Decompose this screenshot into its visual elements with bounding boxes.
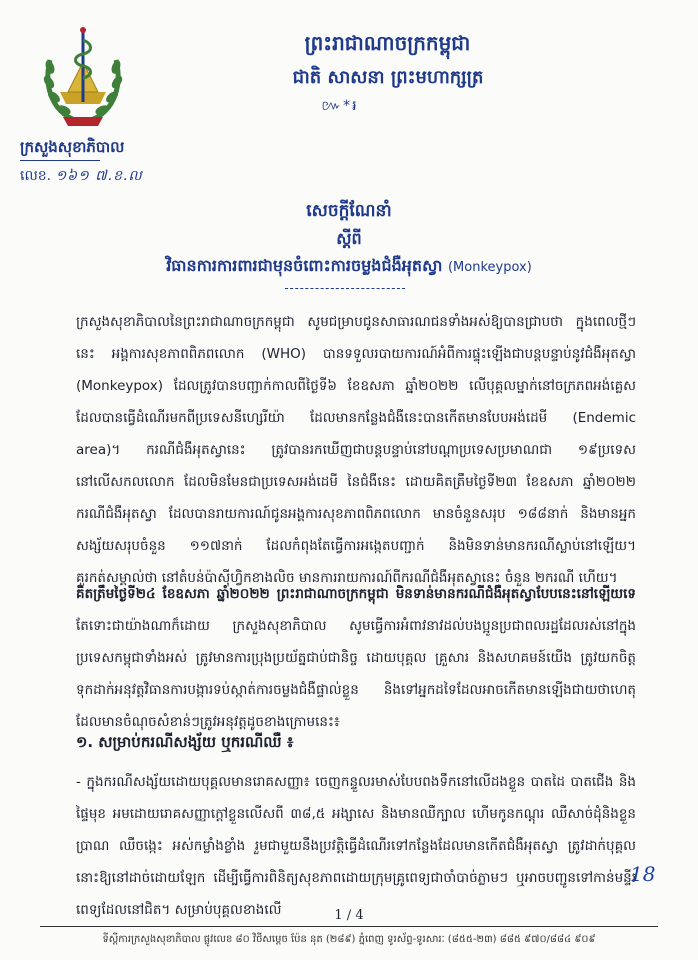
paragraph-intro: ក្រសួងសុខាភិបាលនៃព្រះរាជាណាចក្រកម្ពុជា សូមជម្រាបជូនសាធារណជនទាំងអស់ឱ្យបានជ្រាបថា ក្នុងពេលថ្មីៗនេះ អង្គការសុខភាពពិភពលោក (WHO) បានទទួលរបាយការណ៍អំពីការផ្ទុះឡើងជាបន្តបន្ទាប់នូវជំងឺអុតស្វា (Monkeypox) ដែលត្រូវបានបញ្ជាក់កាលពីថ្ងៃទី៦ ខែឧសភា ឆ្នាំ២០២២ លើបុគ្គលម្នាក់នៅចក្រភពអង់គ្លេសដែលបានធ្វើដំណើរមកពីប្រទេសនីហ្សេរីយ៉ា ដែលមានកន្លែងជំងឺនេះបានកើតមានបែបអង់ដេមី (Endemic area)។ ករណីជំងឺអុតស្វានេះ ត្រូវបានរកឃើញជាបន្តបន្ទាប់នៅបណ្ដាប្រទេសប្រមាណជា ១៩ប្រទេស នៅលើសកលលោក ដែលមិនមែនជាប្រទេសអង់ដេមី នៃជំងឺនេះ ដោយគិតត្រឹមថ្ងៃទី២៣ ខែឧសភា ឆ្នាំ២០២២ ករណីជំងឺអុតស្វា ដែលបានរាយការណ៍ជូនអង្គការសុខភាពពិភពលោក មានចំនួនសរុប ១៨៨នាក់ និងមានអ្នកសង្ស័យសរុបចំនួន ១១៧នាក់ ដែលកំពុងតែធ្វើការអង្កេតបញ្ជាក់ និងមិនទាន់មានករណីស្លាប់នៅឡើយ។ គួរកត់សម្គាល់ថា នៅតំបន់ប៉ាស៊ីហ្វិកខាងលិច មានការរាយការណ៍ពីករណីជំងឺអុតស្វានេះ ចំនួន ២ករណី ហើយ។ [76,314,636,586]
subject-khmer: វិធានការការពារជាមុនចំពោះការចម្លងជំងឺអុតស្វា [166,256,443,275]
document-subject [0,255,698,279]
document-type-title: សេចក្ដីណែនាំ [306,201,392,221]
ministry-emblem-logo [38,22,128,132]
letter-number: ១៦១ ៧.ខ.ល [55,168,143,184]
title-dashed-rule [285,288,405,289]
page-number: 1 / 4 [334,908,364,923]
national-motto: ជាតិ សាសនា ព្រះមហាក្សត្រ [292,67,484,88]
ministry-name: ក្រសួងសុខាភិបាល [20,138,125,156]
handwritten-note: 18 [630,862,656,886]
cambodia-status-bold: គិតត្រឹមថ្ងៃទី២៤ ខែឧសភា ឆ្នាំ២០២២ ព្រះរាជាណាចក្រកម្ពុជា មិនទាន់មានករណីជំងឺអុតស្វាបែបនេះនៅឡើយទេ [76,586,636,602]
ministry-underline [20,160,100,161]
section-heading-suspected-cases: ១. សម្រាប់ករណីសង្ស័យ ឬករណីឈឺ ៖ [76,733,294,751]
footer-address: ទីស្តីការក្រសួងសុខាភិបាល ផ្លូវលេខ ៨០ វិថីសម្ដេច ប៉ែន នុត (២៨៩) ភ្នំពេញ ទូរស័ព្ទ-ទូរសារៈ (៨៥៥-២៣) ៨៨៥ ៩៧០/៨៨៤ ៩០៩ [102,934,596,945]
letter-number-prefix: លេខ [20,168,47,184]
paragraph-suspected-cases: - ក្នុងករណីសង្ស័យដោយបុគ្គលមានរោគសញ្ញា៖ ចេញកន្ទួលរមាស់បែបពងទឹកនៅលើដងខ្លួន បាតដៃ បាតជើង និងផ្ទៃមុខ អមដោយរោគសញ្ញាក្ដៅខ្លួនលើសពី ៣៨,៥ អង្សាសេ និងមានឈឺក្បាល ហើមកូនកណ្ដុរ ឈឺសាច់ដុំនិងខ្លួនប្រាណ ឈឺចង្កេះ អស់កម្លាំងខ្លាំង រួមជាមួយនឹងប្រវត្តិធ្វើដំណើរទៅកន្លែងដែលមានកើតជំងឺអុតស្វា ត្រូវដាក់បុគ្គលនោះឱ្យនៅដាច់ដោយឡែក ដើម្បីធ្វើការពិនិត្យសុខភាពដោយក្រុមគ្រូពេទ្យជាចាំបាច់ភ្លាមៗ ឬអាចបញ្ជូនទៅកាន់មន្ទីរពេទ្យដែលនៅជិត។ សម្រាប់បុគ្គលខាងលើ [76,774,636,918]
about-label: ស្ដីពី [336,229,362,248]
cambodia-status-rest: តែទោះជាយ៉ាងណាក៏ដោយ ក្រសួងសុខាភិបាល សូមធ្វើការអំពាវនាវដល់បងប្អូនប្រជាពលរដ្ឋដែលរស់នៅក្នុងប្រទេសកម្ពុជាទាំងអស់ ត្រូវមានការប្រុងប្រយ័ត្នជាប់ជានិច្ច ដោយបុគ្គល គ្រួសារ និងសហគមន៍យើង ត្រូវយកចិត្តទុកដាក់អនុវត្តវិធានការបង្ការទប់ស្កាត់ការចម្លងជំងឺផ្ទាល់ខ្លួន និងទៅអ្នកដទៃដែលអាចកើតមានឡើងជាយថាហេតុ ដែលមានចំណុចសំខាន់ៗត្រូវអនុវត្តដូចខាងក្រោមនេះ៖ [76,618,636,730]
subject-english: (Monkeypox) [447,260,532,275]
kingdom-heading: ព្រះរាជាណាចក្រកម្ពុជា [304,31,471,55]
footer-rule [40,926,658,927]
paragraph-cambodia-status [76,578,636,738]
letter-number-line: លេខ. ១៦១ ៧.ខ.ល [20,168,143,184]
ornament-divider: ៚*៛ [321,98,359,114]
